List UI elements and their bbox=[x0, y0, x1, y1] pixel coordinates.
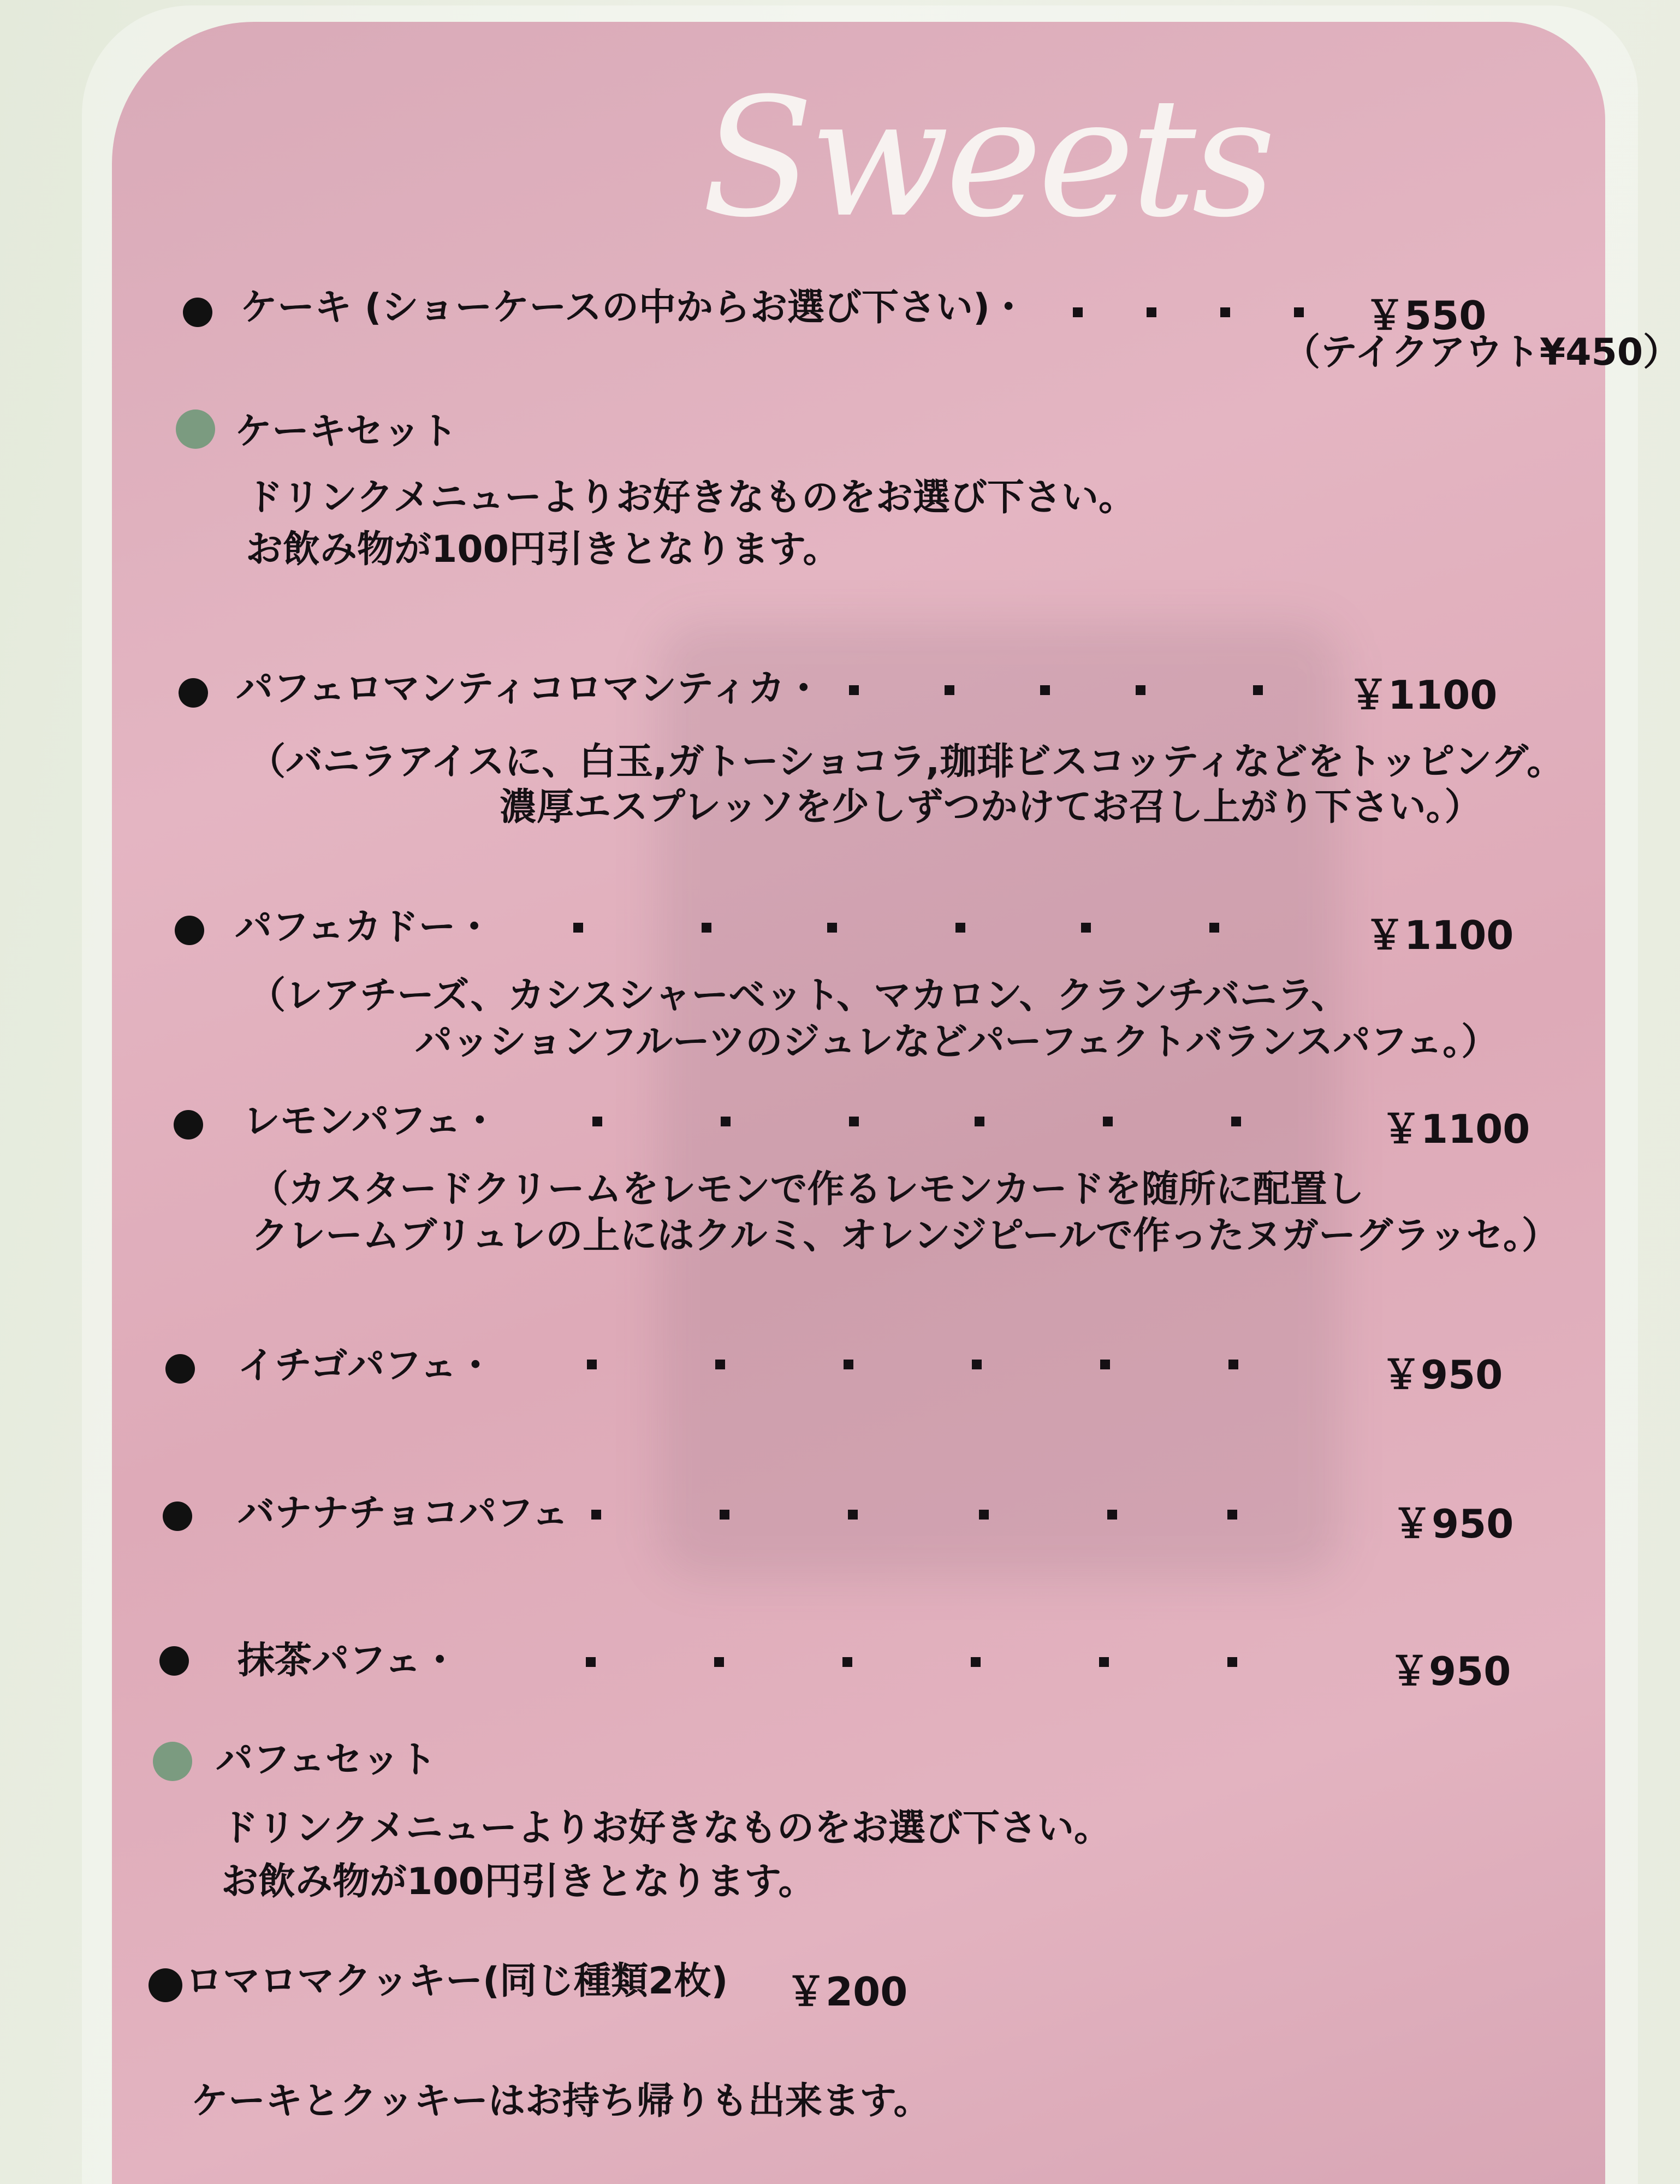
leader-dots bbox=[592, 1117, 1248, 1127]
item-name-romantico: パフェロマンティコロマンティカ・ bbox=[236, 667, 822, 710]
leader-dots bbox=[591, 1510, 1238, 1521]
item-price-cake: ￥550 bbox=[1365, 293, 1487, 339]
bullet-icon bbox=[183, 298, 212, 327]
bullet-icon bbox=[175, 916, 204, 945]
item-price-banana: ￥950 bbox=[1392, 1501, 1514, 1547]
set-bullet-icon bbox=[176, 410, 215, 449]
set-name-cake: ケーキセット bbox=[235, 410, 458, 453]
item-name-cookie: ロマロマクッキー(同じ種類2枚) bbox=[186, 1960, 728, 2003]
menu-title: Sweets bbox=[702, 63, 1272, 253]
leader-dots bbox=[587, 1360, 1242, 1370]
bullet-icon bbox=[165, 1354, 195, 1384]
item-takeout-cake: （テイクアウト¥450） bbox=[1283, 331, 1680, 374]
set-bullet-icon bbox=[153, 1742, 192, 1781]
item-name-cake: ケーキ (ショーケースの中からお選び下さい)・ bbox=[240, 286, 1028, 329]
set-note-parfait-1: ドリンクメニューよりお好きなものをお選び下さい。 bbox=[221, 1807, 1111, 1850]
bullet-icon bbox=[179, 678, 208, 708]
item-price-cookie: ￥200 bbox=[786, 1969, 908, 2015]
set-note-cake-1: ドリンクメニューよりお好きなものをお選び下さい。 bbox=[246, 476, 1136, 519]
item-price-lemon: ￥1100 bbox=[1381, 1106, 1530, 1152]
item-price-cadeau: ￥1100 bbox=[1365, 912, 1514, 958]
item-price-matcha: ￥950 bbox=[1390, 1648, 1511, 1694]
item-name-lemon: レモンパフェ・ bbox=[243, 1100, 498, 1143]
leader-dots bbox=[586, 1657, 1241, 1668]
bullet-icon bbox=[174, 1110, 203, 1140]
item-desc-cadeau-2: パッションフルーツのジュレなどパーフェクトバランスパフェ。） bbox=[415, 1020, 1499, 1064]
item-desc-cadeau-1: （レアチーズ、カシスシャーベット、マカロン、クランチバニラ、 bbox=[248, 974, 1349, 1017]
item-desc-lemon-2: クレームブリュレの上にはクルミ、オレンジピールで作ったヌガーグラッセ。） bbox=[251, 1214, 1559, 1257]
item-desc-lemon-1: （カスタードクリームをレモンで作るレモンカードを随所に配置し bbox=[251, 1168, 1364, 1211]
item-desc-romantico-2: 濃厚エスプレッソを少しずつかけてお召し上がり下さい。） bbox=[500, 786, 1482, 829]
item-desc-romantico-1: （バニラアイスに、白玉,ガトーショコラ,珈琲ビスコッティなどをトッピング。 bbox=[248, 740, 1564, 784]
bullet-icon bbox=[149, 1968, 182, 2002]
leader-dots bbox=[1073, 307, 1308, 318]
item-price-strawberry: ￥950 bbox=[1381, 1352, 1503, 1398]
bullet-icon bbox=[159, 1646, 189, 1676]
item-name-banana: バナナチョコパフェ bbox=[238, 1492, 569, 1535]
item-name-strawberry: イチゴパフェ・ bbox=[238, 1344, 494, 1387]
item-name-matcha: 抹茶パフェ・ bbox=[238, 1639, 459, 1682]
bullet-icon bbox=[163, 1502, 192, 1531]
set-name-parfait: パフェセット bbox=[216, 1738, 437, 1782]
set-note-parfait-2: お飲み物が100円引きとなります。 bbox=[221, 1860, 816, 1903]
item-name-cadeau: パフェカドー・ bbox=[235, 906, 493, 949]
takeout-note: ケーキとクッキーはお持ち帰りも出来ます。 bbox=[191, 2080, 931, 2123]
item-price-romantico: ￥1100 bbox=[1349, 672, 1498, 718]
leader-dots bbox=[849, 685, 1275, 696]
set-note-cake-2: お飲み物が100円引きとなります。 bbox=[246, 528, 840, 571]
leader-dots bbox=[573, 923, 1223, 934]
